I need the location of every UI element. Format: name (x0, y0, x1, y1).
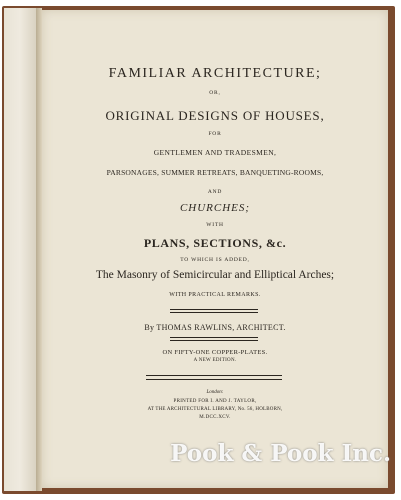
for-label: FOR (208, 131, 222, 137)
imprint-city: London: (206, 390, 224, 395)
title-page (42, 10, 388, 488)
edition-line: A NEW EDITION. (193, 358, 237, 363)
or-label: OR, (209, 90, 221, 96)
buildings-line: PARSONAGES, SUMMER RETREATS, BANQUETING-ROOMS, (106, 168, 324, 177)
endpaper (4, 8, 37, 491)
added-label: TO WHICH IS ADDED, (180, 257, 250, 263)
imprint-rule-1 (146, 375, 282, 376)
divider-rule-4 (170, 340, 258, 341)
imprint-printer: PRINTED FOR I. AND J. TAYLOR, (173, 399, 257, 404)
churches-line: CHURCHES; (179, 202, 251, 214)
imprint-year: M.DCC.XCV. (199, 415, 231, 420)
divider-rule-2 (170, 312, 258, 313)
main-title: FAMILIAR ARCHITECTURE; (108, 66, 322, 81)
remarks-line: WITH PRACTICAL REMARKS. (169, 292, 261, 298)
watermark-logo: Pook & Pook Inc. (170, 440, 391, 467)
author-line: By THOMAS RAWLINS, ARCHITECT. (144, 323, 286, 332)
and-label: AND (207, 189, 223, 195)
plans-line: PLANS, SECTIONS, &c. (143, 236, 287, 250)
divider-rule-3 (170, 337, 258, 338)
title-page-content (42, 10, 388, 488)
plates-line: ON FIFTY-ONE COPPER-PLATES. (162, 349, 268, 356)
subtitle: ORIGINAL DESIGNS OF HOUSES, (105, 108, 325, 123)
with-label: WITH (206, 222, 224, 228)
imprint-rule-2 (146, 379, 282, 380)
masonry-line: The Masonry of Semicircular and Elliptical Arches; (95, 269, 335, 281)
divider-rule-1 (170, 309, 258, 310)
audience-line: GENTLEMEN AND TRADESMEN, (153, 148, 277, 157)
imprint-address: AT THE ARCHITECTURAL LIBRARY, No. 56, HOLBORN, (147, 407, 283, 412)
